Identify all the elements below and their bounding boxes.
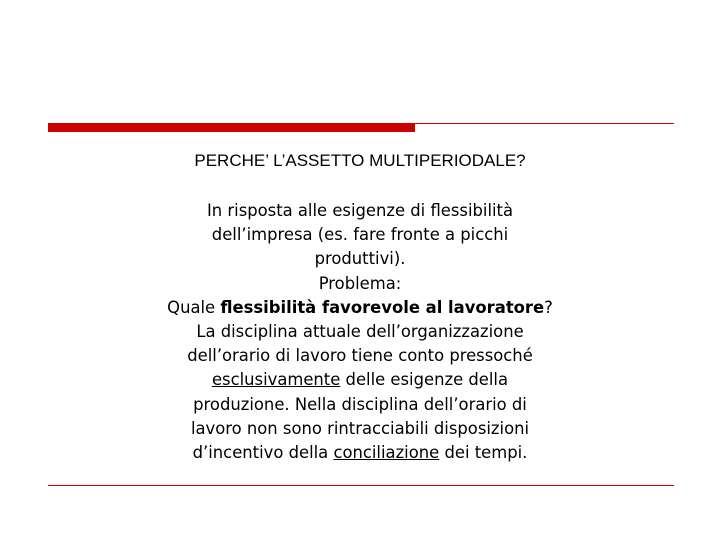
- body-line: [0, 441, 720, 465]
- body-line: dell’impresa (es. fare fronte a picchi: [211, 225, 509, 245]
- slide-body: [0, 199, 720, 465]
- title-accent-bar: [48, 123, 415, 132]
- body-line: In risposta alle esigenze di flessibilità: [206, 201, 514, 220]
- underlined-term: esclusivamente: [211, 370, 341, 390]
- body-line: produzione. Nella disciplina dell’orario di: [193, 394, 527, 414]
- title-divider-line: [415, 123, 674, 124]
- footer-divider-line: [48, 485, 674, 486]
- body-line: La disciplina attuale dell’organizzazione: [196, 322, 524, 342]
- problem-label: Problema:: [318, 273, 402, 293]
- body-line: dell’orario di lavoro tiene conto pressoché: [187, 346, 533, 366]
- body-line: produttivi).: [314, 249, 406, 269]
- question-prefix: Quale: [167, 297, 221, 317]
- body-line: lavoro non sono rintracciabili disposizioni: [190, 418, 530, 438]
- underlined-term: conciliazione: [333, 443, 440, 463]
- question-line: [0, 296, 720, 320]
- question-suffix: ?: [544, 297, 553, 317]
- question-emphasis: flessibilità favorevole al lavoratore: [220, 297, 545, 317]
- slide-title: PERCHE’ L’ASSETTO MULTIPERIODALE?: [194, 151, 526, 170]
- body-text: delle esigenze della: [340, 370, 509, 390]
- body-text: d’incentivo della: [192, 443, 334, 463]
- body-line: [0, 368, 720, 392]
- body-text: dei tempi.: [439, 443, 528, 463]
